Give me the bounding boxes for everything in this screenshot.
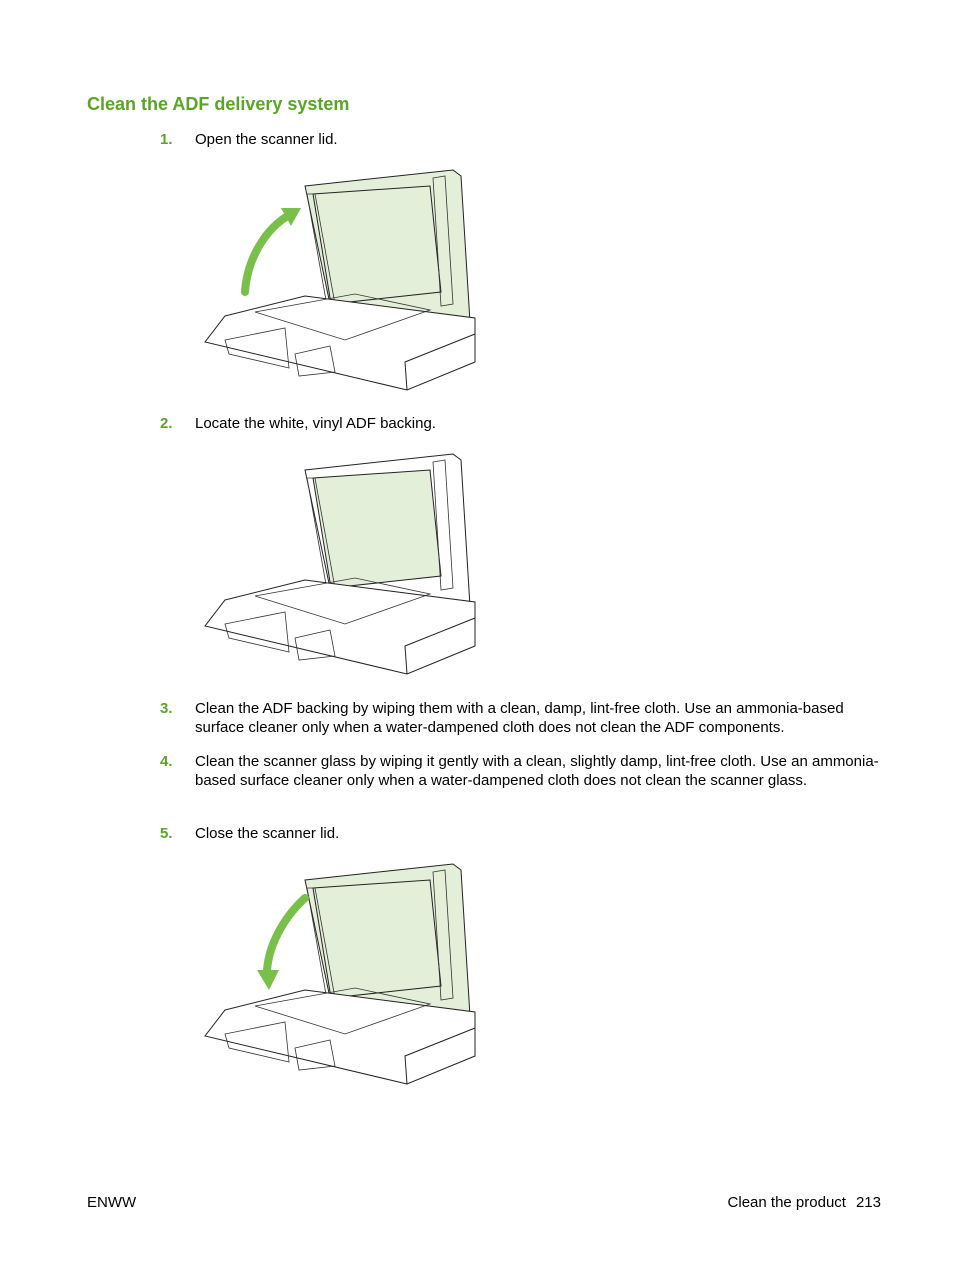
footer-right — [728, 1194, 881, 1211]
page-number: 213 — [855, 1194, 881, 1211]
scanner-lid-open-icon — [195, 164, 485, 396]
step-number: 4. — [160, 753, 173, 770]
step-number: 3. — [160, 700, 173, 717]
section-heading: Clean the ADF delivery system — [87, 94, 350, 114]
figure-close-lid — [195, 858, 485, 1090]
step-number: 1. — [160, 131, 173, 148]
step-text: Clean the ADF backing by wiping them with a clean, damp, lint-free cloth. Use an ammonia-based surface cleaner only when a water-dampened cloth does not clean the ADF components. — [195, 700, 844, 736]
scanner-lid-close-icon — [195, 858, 485, 1090]
step-text: Open the scanner lid. — [195, 131, 338, 148]
step-text: Clean the scanner glass by wiping it gently with a clean, slightly damp, lint-free cloth. Use an ammonia-based surface cleaner only when a water-dampened cloth does not clean the scanner glass. — [195, 753, 879, 789]
scanner-adf-backing-icon — [195, 448, 485, 680]
step-number: 5. — [160, 825, 173, 842]
step-number: 2. — [160, 415, 173, 432]
step-text: Close the scanner lid. — [195, 825, 340, 842]
step-text: Locate the white, vinyl ADF backing. — [195, 415, 436, 432]
footer-left: ENWW — [87, 1194, 137, 1211]
figure-adf-backing — [195, 448, 485, 680]
figure-open-lid — [195, 164, 485, 396]
footer-section: Clean the product — [727, 1194, 846, 1211]
